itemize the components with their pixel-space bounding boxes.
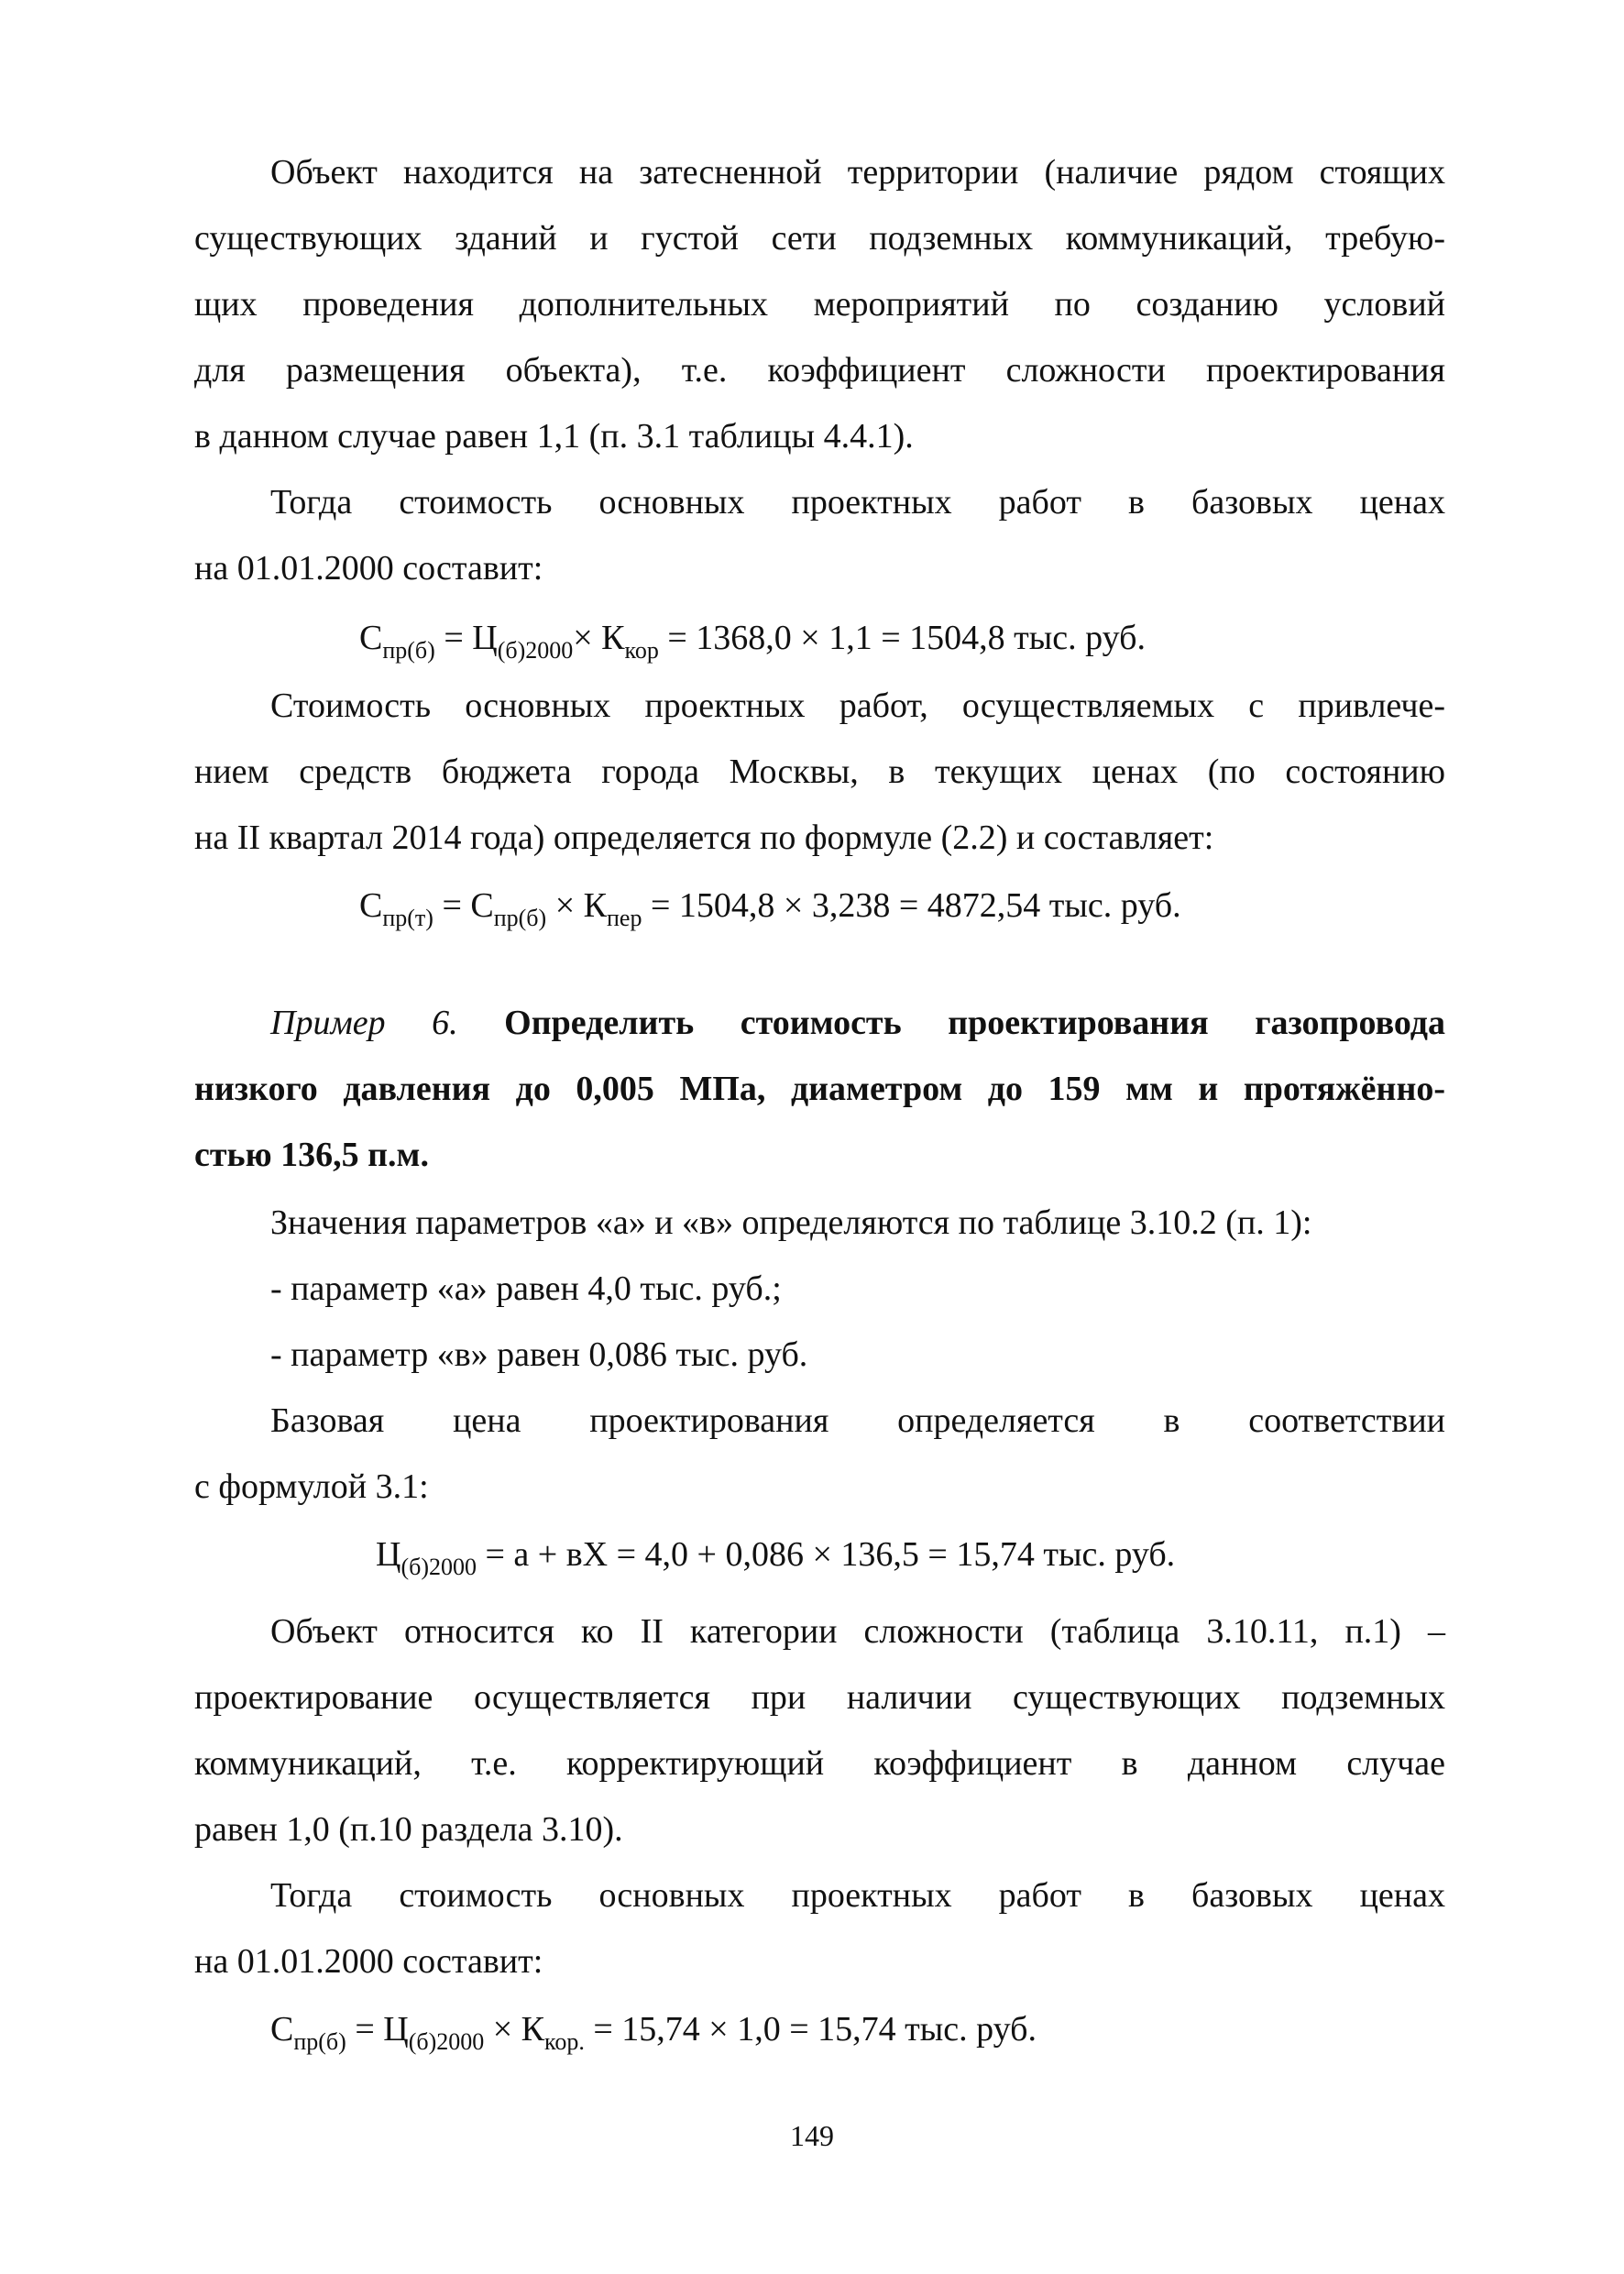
paragraph-6-line-4: равен 1,0 (п.10 раздела 3.10). (194, 1810, 623, 1849)
paragraph-4-line-1: Значения параметров «а» и «в» определяются по таблице 3.10.2 (п. 1): (270, 1203, 1312, 1242)
formula-4-eq: = Ц (346, 2010, 409, 2049)
paragraph-6-line-1: Объект относится ко II категории сложности (таблица 3.10.11, п.1) – (270, 1612, 1445, 1651)
formula-1 (359, 616, 1146, 664)
paragraph-3-line-1: Стоимость основных проектных работ, осуществляемых с привлече- (270, 687, 1445, 725)
formula-3 (376, 1532, 1175, 1580)
formula-1-result: = 1368,0 × 1,1 = 1504,8 тыс. руб. (658, 619, 1146, 657)
paragraph-4-line-3: - параметр «в» равен 0,086 тыс. руб. (270, 1335, 808, 1374)
example-6-label: Пример 6. (270, 1004, 458, 1042)
example-6-line-3: стью 136,5 п.м. (194, 1136, 429, 1174)
paragraph-5-line-1: Базовая цена проектирования определяется в соответствии (270, 1401, 1445, 1440)
paragraph-2-line-1: Тогда стоимость основных проектных работ в базовых ценах (270, 483, 1445, 522)
paragraph-1-line-3: щих проведения дополнительных мероприятий по созданию условий (194, 285, 1445, 324)
formula-3-result: = а + вХ = 4,0 + 0,086 × 136,5 = 15,74 тыс. руб. (477, 1535, 1176, 1574)
paragraph-1-line-4: для размещения объекта), т.е. коэффициент сложности проектирования (194, 351, 1445, 390)
formula-1-subscript-1: пр(б) (382, 637, 435, 664)
paragraph-6-line-2: проектирование осуществляется при наличии существующих подземных (194, 1678, 1445, 1717)
formula-2-symbol: С (359, 886, 383, 925)
paragraph-1-line-2: существующих зданий и густой сети подземных коммуникаций, требую- (194, 219, 1445, 258)
formula-1-eq: = Ц (434, 619, 498, 657)
formula-2-times: × К (546, 886, 607, 925)
formula-3-symbol: Ц (376, 1535, 401, 1574)
formula-2-subscript-1: пр(т) (382, 905, 433, 931)
formula-2-result: = 1504,8 × 3,238 = 4872,54 тыс. руб. (642, 886, 1181, 925)
formula-2-eq: = С (433, 886, 494, 925)
formula-1-subscript-2: (б)2000 (497, 637, 574, 664)
formula-4-times: × К (484, 2010, 545, 2049)
paragraph-3-line-3: на II квартал 2014 года) определяется по формуле (2.2) и составляет: (194, 818, 1214, 857)
example-6-heading: Определить стоимость проектирования газопровода (457, 1004, 1445, 1042)
page-number: 149 (790, 2119, 834, 2152)
paragraph-4-line-2: - параметр «а» равен 4,0 тыс. руб.; (270, 1269, 782, 1308)
paragraph-1-line-5: в данном случае равен 1,1 (п. 3.1 таблицы 4.4.1). (194, 417, 914, 456)
paragraph-3-line-2: нием средств бюджета города Москвы, в текущих ценах (по состоянию (194, 753, 1445, 791)
formula-4-symbol: С (270, 2010, 294, 2049)
paragraph-7-line-2: на 01.01.2000 составит: (194, 1942, 543, 1981)
formula-1-times: × К (573, 619, 625, 657)
formula-1-symbol: С (359, 619, 383, 657)
formula-4-subscript-1: пр(б) (293, 2028, 346, 2055)
formula-4 (270, 2007, 1037, 2055)
formula-4-result: = 15,74 × 1,0 = 15,74 тыс. руб. (584, 2010, 1037, 2049)
example-6-line-2: низкого давления до 0,005 МПа, диаметром до 159 мм и протяжённо- (194, 1070, 1445, 1108)
formula-1-subscript-3: кор (624, 637, 659, 664)
formula-4-subscript-2: (б)2000 (408, 2028, 485, 2055)
paragraph-1-line-1: Объект находится на затесненной территории (наличие рядом стоящих (270, 153, 1445, 192)
paragraph-6-line-3: коммуникаций, т.е. корректирующий коэффициент в данном случае (194, 1744, 1445, 1783)
formula-2 (359, 884, 1181, 931)
example-6-line-1 (270, 1001, 1445, 1045)
paragraph-2-line-2: на 01.01.2000 составит: (194, 549, 543, 588)
formula-3-subscript: (б)2000 (401, 1554, 477, 1580)
formula-2-subscript-3: пер (606, 905, 642, 931)
paragraph-7-line-1: Тогда стоимость основных проектных работ в базовых ценах (270, 1876, 1445, 1915)
formula-4-subscript-3: кор. (544, 2028, 585, 2055)
formula-2-subscript-2: пр(б) (493, 905, 547, 931)
paragraph-5-line-2: с формулой 3.1: (194, 1467, 429, 1506)
